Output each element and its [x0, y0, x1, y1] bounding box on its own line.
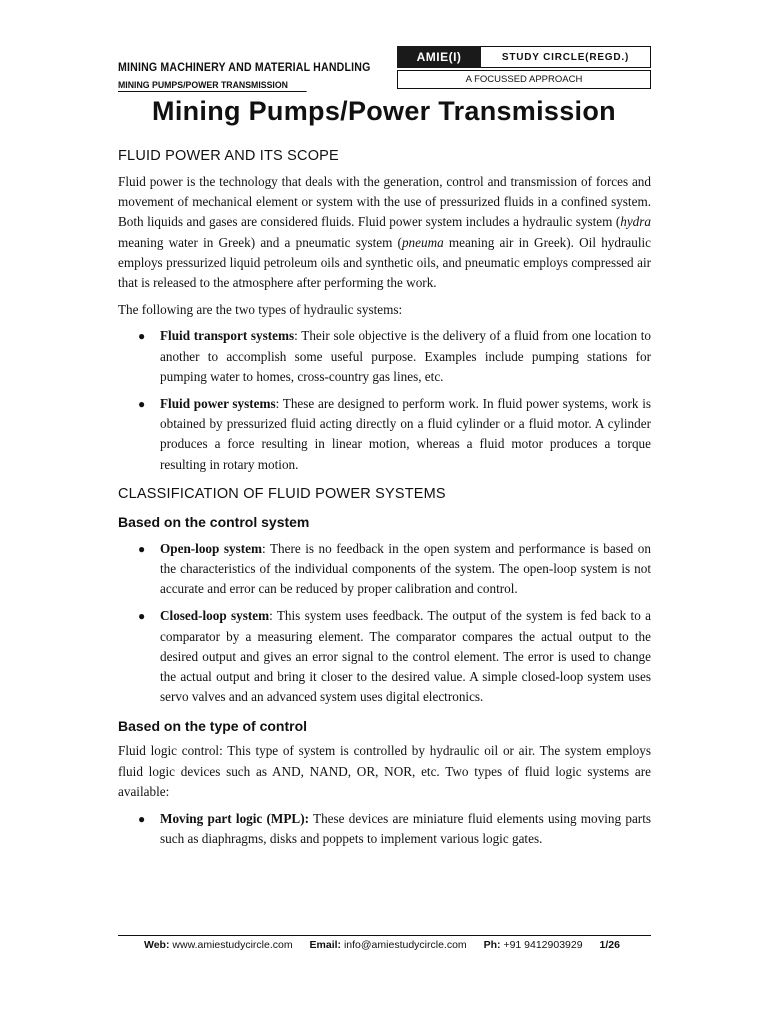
website-link[interactable]: www.amiestudycircle.com	[172, 939, 293, 951]
section-heading-fluid-power: FLUID POWER AND ITS SCOPE	[118, 148, 339, 164]
email-label: Email:	[309, 939, 342, 951]
email-link[interactable]: info@amiestudycircle.com	[343, 939, 467, 951]
chapter-title: MINING PUMPS/POWER TRANSMISSION	[118, 80, 306, 92]
page-number: 1/26	[599, 939, 620, 951]
paragraph-fluid-logic: Fluid logic control: This type of system is controlled by hydraulic oil or air. The system employs fluid logic devices such as AND, NAND, OR, NOR, etc. Two types of fluid logic systems are available:	[118, 743, 651, 799]
list-item: ● Fluid power systems: These are designed to perform work. In fluid power systems, work is obtained by pressurized fluid acting directly on a fluid cylinder or a fluid motor. A cylinder produces a force resulting in linear motion, whereas a fluid motor produces a torque resulting in rotary motion.	[138, 396, 651, 472]
list-item: ● Closed-loop system: This system uses feedback. The output of the system is fed back to a comparator by a measuring element. The comparator compares the actual output to the desired output and gives an error signal to the control element. The error is used to change the actual output and bring it closer to the desired value. A simple closed-loop system uses servo valves and an advanced system uses digital electronics.	[138, 608, 651, 705]
web-label: Web:	[144, 939, 170, 951]
page-footer	[144, 939, 620, 951]
footer-divider	[118, 935, 651, 936]
running-header	[118, 62, 392, 93]
bullet-icon: ●	[138, 329, 146, 344]
bullet-icon: ●	[138, 541, 146, 556]
list-item: ● Fluid transport systems: Their sole objective is the delivery of a fluid from one location to another to accomplish some useful purpose. Examples include pumping stations for pumping water to homes, cross-country gas lines, etc.	[138, 328, 651, 384]
list-item: ● Moving part logic (MPL): These devices are miniature fluid elements using moving parts such as diaphragms, disks and poppets to implement various logic gates.	[138, 811, 651, 847]
phone-label: Ph:	[483, 939, 501, 951]
bullet-icon: ●	[138, 812, 146, 827]
fluid-logic-list	[118, 809, 651, 849]
tagline: A FOCUSSED APPROACH	[397, 70, 651, 89]
subheading-control-system: Based on the control system	[118, 513, 310, 530]
org-name-label: STUDY CIRCLE(REGD.)	[481, 46, 651, 68]
amie-logo-box	[397, 46, 651, 90]
page-title: Mining Pumps/Power Transmission	[152, 96, 616, 126]
section-heading-classification: CLASSIFICATION OF FLUID POWER SYSTEMS	[118, 485, 446, 502]
bullet-icon: ●	[138, 397, 146, 412]
subheading-type-of-control: Based on the type of control	[118, 718, 308, 735]
list-item: ● Open-loop system: There is no feedback in the open system and performance is based on the characteristics of the individual components of the system. The open-loop system is not accurate and error can be reduced by proper calibration and control.	[138, 540, 651, 597]
document-body	[118, 146, 651, 849]
control-system-list	[118, 539, 651, 708]
paragraph-types: The following are the two types of hydraulic systems:	[118, 302, 403, 318]
phone-number: +91 9412903929	[503, 939, 583, 951]
org-short-label: AMIE(I)	[397, 46, 481, 68]
bullet-icon: ●	[138, 609, 146, 624]
subject-title: MINING MACHINERY AND MATERIAL HANDLING	[118, 62, 371, 74]
hydraulic-types-list	[118, 326, 651, 474]
paragraph-intro: Fluid power is the technology that deals with the generation, control and transmission of forces and movement of mechanical element or system with the use of pressurized fluids in a confined system. Both liquids and gases are considered fluids. Fluid power system includes a hydraulic system (hydra meaning water in Greek) and a pneumatic system (pneuma meaning air in Greek). Oil hydraulic employs pressurized liquid petroleum oils and synthetic oils, and pneumatic employs compressed air that is released to the atmosphere after performing the work.	[118, 174, 652, 291]
